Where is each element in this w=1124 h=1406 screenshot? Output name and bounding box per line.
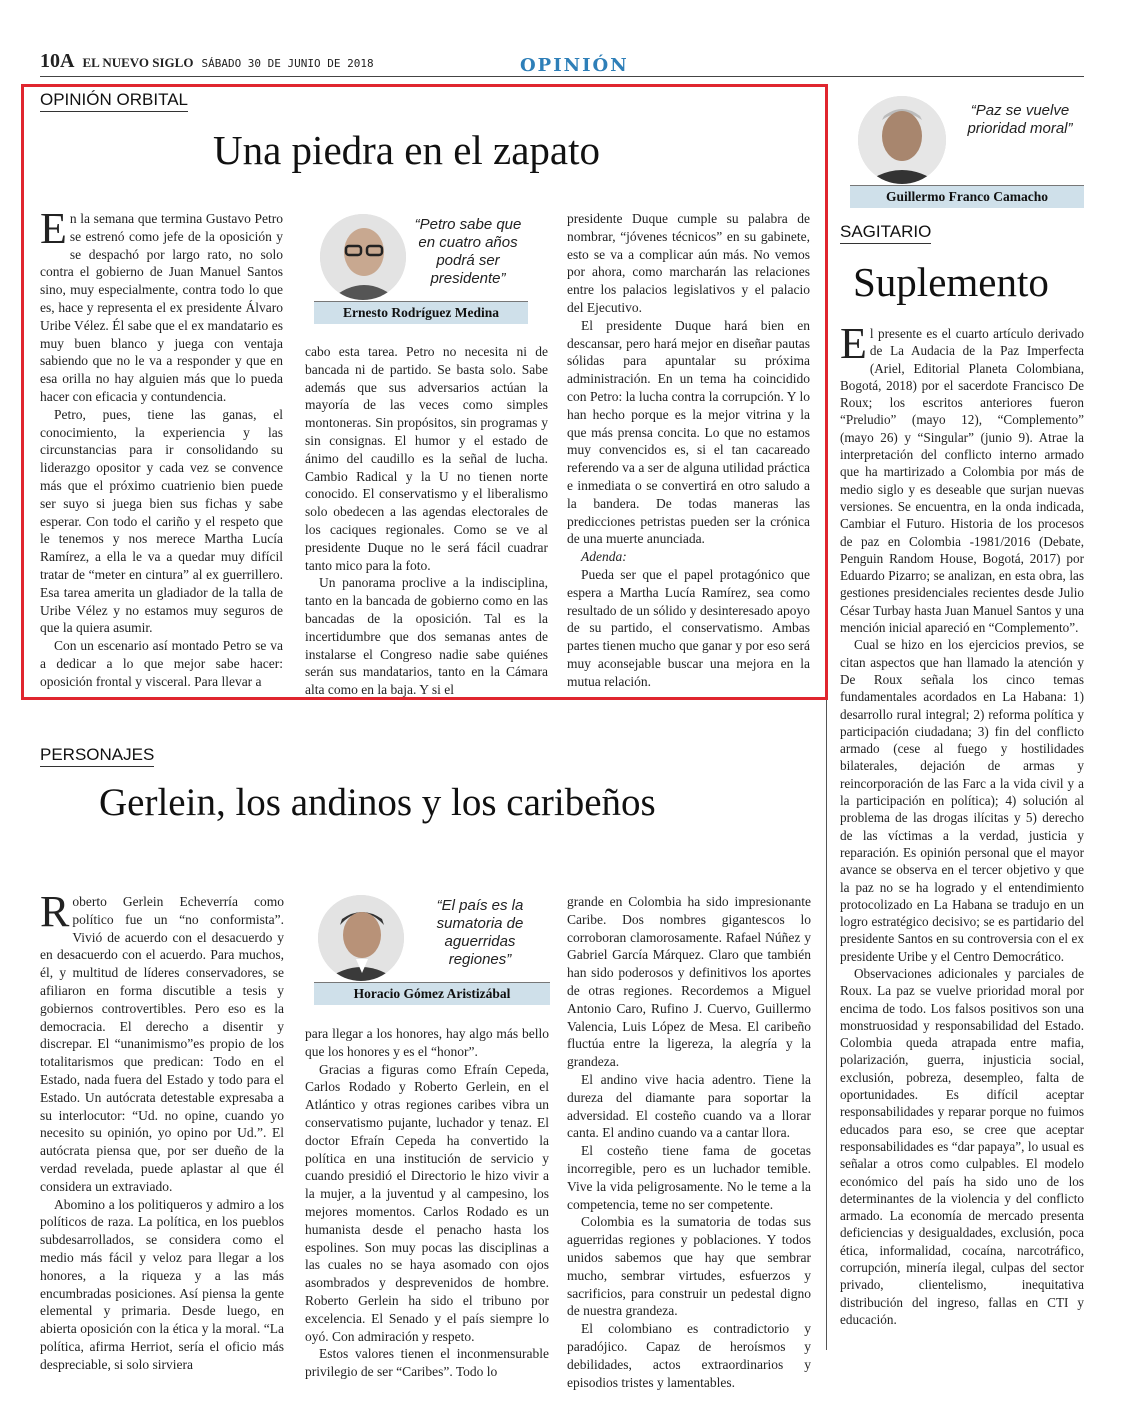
article2-pullquote [314, 893, 550, 1005]
author-name: Ernesto Rodríguez Medina [314, 302, 528, 324]
article1-col3-p4: Pueda ser que el papel protagónico que espera a Martha Lucía Ramírez, sea como resultado de un sólido y desinteresado apoyo de su partido, el conservatismo. Ambas partes tienen mucho que ganar y por eso será muy aconsejable buscar una mejora en la mutua relación. [567, 566, 810, 689]
article1-pullquote [314, 212, 528, 324]
article2-col2-p1: para llegar a los honores, hay algo más bello que los honores y es el “honor”. [305, 1026, 549, 1059]
article1-col3-p1: presidente Duque cumple su palabra de nombrar, “jóvenes técnicos” en su gabinete, esto se va a complicar aún más. No vemos por ahora, como marcharán las relaciones entre los palacios legislativos y el palacio del Ejecutivo. [567, 211, 810, 315]
article1-title: Una piedra en el zapato [213, 127, 601, 173]
portrait-icon [320, 214, 406, 300]
article1-col1-p2: Petro, pues, tiene las ganas, el conocimiento, la experiencia y las circunstancias para ir consolidando su liderazgo opositor y cada vez se convence más que el próximo cuatrienio bien puede ser suyo si juega bien sus fichas y sabe esperar. Con todo el cariño y el respeto que le tenemos y nos merece Martha Lucía Ramírez, a ella le va a quedar muy difícil tratar de “meter en cintura” al ex guerrillero. Esa tarea amerita un gladiador de la talla de Uribe Vélez y no estamos muy seguros de que la quiera asumir. [40, 406, 283, 636]
section-name: OPINIÓN [520, 55, 629, 76]
page-number: 10A [40, 50, 75, 72]
dropcap: E [840, 319, 867, 368]
article1-col3 [567, 210, 810, 691]
author-photo [858, 96, 946, 184]
paragraph-text: l presente es el cuarto artículo derivado de La Audacia de la Paz Imperfecta (Ariel, Editorial Planeta Colombiana, Bogotá, 2018) por el sacerdote Francisco De Roux; los escritos anteriores fueron “Preludio” (mayo 12), “Complemento” (mayo 26) y “Singular” (junio 9). Atrae la interpretación del conflicto interno armado que ha martirizado a Colombia por más de medio siglo y es deseable que surjan nuevas versiones. Se encuentra, en la onda indicada, Cambiar el Futuro. Historia de los procesos de paz en Colombia -1981/2016 (Debate, Penguin Random House, Bogotá, 2017) por Eduardo Pizarro; se analizan, en esta obra, las gestiones presidenciales recientes desde Julio César Turbay hasta Juan Manuel Santos y una mención inicial apareció en “Complemento”. [840, 326, 1084, 636]
article2-col3-p3: El costeño tiene fama de gocetas incorregible, pero es un luchador temible. Vive la vida peligrosamente. No le teme a la competencia, teme no ser competente. [567, 1143, 811, 1212]
portrait-icon [318, 895, 404, 981]
article2-col3 [567, 893, 811, 1391]
article2-col1 [40, 887, 284, 1374]
page-folio [40, 50, 374, 73]
dropcap: R [40, 887, 70, 936]
pull-quote-text: “Petro sabe que en cuatro años podrá ser presidente” [414, 216, 522, 287]
article2-col2-p2: Gracias a figuras como Efraín Cepeda, Carlos Rodado y Roberto Gerlein, en el Atlántico y otras regiones caribes vibra un conservatismo pujante, luchador y tenaz. El doctor Efraín Cepeda ha convertido la política en una institución de servicio y cuando presidió el Directorio le hizo vivir a la mujer, a la juventud y al campesino, los mejores momentos. Carlos Rodado es un humanista desde el penacho hasta los espolines. Son muy pocas las disciplinas a las cuales no se haya asomado con ojos asombrados y desprevenidos de hombre. Roberto Gerlein ha sido el tribuno por excelencia. El Senado y el país siempre lo oyó. Con admiración y respeto. [305, 1061, 549, 1344]
article1-col2-p2: Un panorama proclive a la indisciplina, tanto en la bancada de gobierno como en las bancadas de la oposición. Tal es la incertidumbre que dos semanas antes de instalarse el Congreso nadie sabe quiénes serán sus mandatarios, tanto en la Cámara alta como en la baja. Y si el [305, 575, 548, 698]
article1-col1-p3: Con un escenario así montado Petro se va a dedicar a lo que mejor sabe hacer: oposición frontal y visceral. Para llevar a [40, 638, 283, 689]
article1-col1-p1 [40, 204, 283, 406]
article2-col3-p5: El colombiano es contradictorio y paradójico. Capaz de heroísmos y debilidades, actos extraordinarios y episodios tristes y lamentables. [567, 1321, 811, 1390]
newspaper-name: EL NUEVO SIGLO [82, 55, 194, 70]
article3-p2: Cual se hizo en los ejercicios previos, se citan aspectos que han llamado la atención y De Roux señala los cinco temas fundamentales acordados en La Habana: 1) desarrollo rural integral; 2) reforma política y participación ciudadana; 3) fin del conflicto armado (cese al fuego y hostilidades bilaterales, dejación de armas y reincorporación de las Farc a la vida civil y a la participación en política); 4) solución al problema de las drogas ilícitas y 5) derecho de las víctimas a la verdad, justicia y reparación. Es opinión personal que el mayor avance se observa en el tercer objetivo y que la paz no se ha logrado y el entendimiento protocolizado en La Habana se tradujo en un logro estratégico decisivo; se es partidario del presidente Santos en su controversia con el ex presidente Uribe y el Centro Democrático. [840, 637, 1084, 964]
article1-col1 [40, 204, 283, 691]
article2-col1-p2: Abomino a los politiqueros y admiro a los políticos de raza. La política, en los pueblos subdesarrollados, se considera como el medio más fácil y veloz para llegar a los honores, a la riqueza y a las más encumbradas posiciones. Así piensa la gente elemental y primaria. Desde luego, en abierta oposición con la ética y la moral. “La política, afirma Herriot, sería el oficio más despreciable, si solo sirviera [40, 1196, 284, 1372]
pull-quote-text: “El país es la sumatoria de aguerridas regiones” [436, 897, 524, 968]
article2-col3-p2: El andino vive hacia adentro. Tiene la dureza del diamante para soportar la adversidad. El costeño cuando va a llorar canta. El andino cuando va a cantar llora. [567, 1071, 811, 1141]
column-divider [826, 700, 827, 1350]
author-photo [320, 214, 406, 300]
article2-col1-p1 [40, 887, 284, 1196]
article1-col2-p1: cabo esta tarea. Petro no necesita ni de bancada ni de partido. Se basta solo. Sabe además que sus adversarios actúan la mayoría de las veces como simples montoneras. Sin propósitos, sin programas y sin consignas. El humor y el estado de ánimo del caudillo es la señal de lucha. Cambio Radical y la U no tienen norte conocido. El conservatismo y el liberalismo solo obedecen a las agendas electorales de los caciques regionales. Como se ve al presidente Duque no le será fácil cuadrar tanto mico para la foto. [305, 344, 548, 573]
portrait-icon [858, 96, 946, 184]
article3-p3: Observaciones adicionales y parciales de Roux. La paz se vuelve prioridad moral por encima de todo. Los falsos positivos son una monstruosidad y responsabilidad del Estado. Colombia queda atrapada entre mafia, polarización, guerra, injusticia social, exclusión, pobreza, desempleo, falta de oportunidades. Es difícil aceptar responsabilidades y reparar porque no fuimos educados para eso, se cree que aceptar responsabilidades es “dar papaya”, lo usual es señalar a otros como culpables. El modelo económico del país ha sido uno de los determinantes de la violencia y del conflicto armado. La economía de mercado presenta deficiencias y desigualdades, exclusión, poca ética, informalidad, cocaína, narcotráfico, corrupción, minería ilegal, culpas del sector privado, clientelismo, inequitativa distribución del ingreso, fallas en CTI y educación. [840, 965, 1084, 1327]
article1-col3-p2: El presidente Duque hará bien en descansar, pero hará mejor en diseñar pautas sólidas para apuntalar su próxima administración. En un tema ha coincidido con Petro: la lucha contra la corrupción. Y lo han hecho porque es la mejor vitrina y la que más prensa concita. Lo que no estamos muy convencidos es, si el tan cacareado referendo va a ser de alguna utilidad práctica e inmediata o se convertirá en otro saludo a la bandera. De todas maneras las predicciones petristas pueden ser la crónica de una muerte anunciada. [567, 317, 810, 547]
paragraph-text: oberto Gerlein Echeverría como político fue un “no conformista”. Vivió de acuerdo con el desacuerdo y en desacuerdo con el acuerdo. Para muchos, él, y multitud de líderes conservadores, se afiliaron en forma discutible a tesis y gobiernos controvertibles. Pero eso es la democracia. El derecho a disentir y discrepar. El “unanimismo”es propio de los totalitarismos que predican: Todo en el Estado, nada fuera del Estado y todo para el Estado. Un autócrata detestable expresaba a su interlocutor: “Ud. no opine, cuando yo necesito su opinión, yo opino por Ud.”. El autócrata piensa que, por ser dueño de la verdad revelada, puede aplastar al que él considera un extraviado. [40, 894, 284, 1194]
issue-date: SÁBADO 30 DE JUNIO DE 2018 [201, 57, 374, 70]
article3-kicker: SAGITARIO [840, 222, 931, 244]
article1-col3-p3: Adenda: [581, 549, 627, 565]
article2-col2 [305, 1025, 549, 1381]
article1-col2 [305, 343, 548, 699]
article2-col3-p1: grande en Colombia ha sido impresionante Caribe. Dos nombres gigantescos lo corroboran clamorosamente. Rafael Núñez y Gabriel García Márquez. Claro que también han sido poderosos y definitivos los aportes de otras regiones. Recordemos a Miguel Antonio Caro, Rufino J. Cuervo, Guillermo Valencia, Luis López de Mesa. El caribeño fluctúa entre la ligereza, la alegría y la grandeza. [567, 894, 811, 1070]
article1-kicker: OPINIÓN ORBITAL [40, 90, 188, 112]
author-photo [318, 895, 404, 981]
header-rule [40, 76, 1084, 77]
article2-col2-p3: Estos valores tienen el inconmensurable privilegio de ser “Caribes”. Todo lo [305, 1346, 549, 1380]
article2-col3-p4: Colombia es la sumatoria de todas sus aguerridas regiones y poblaciones. Y todos unidos sabemos que hay que sembrar mucho, sembrar virtudes, esfuerzos y sacrificios, para construir un pedestal digno de nuestra grandeza. [567, 1214, 811, 1319]
article3-title: Suplemento [853, 259, 1049, 305]
article3-pullquote [850, 94, 1084, 208]
dropcap: E [40, 204, 67, 253]
article2-kicker: PERSONAJES [40, 745, 154, 767]
paragraph-text: n la semana que termina Gustavo Petro se estrenó como jefe de la oposición y se despachó por largo rato, no solo contra el gobierno de Juan Manuel Santos sino, muy especialmente, contra todo lo que es, hace y representa el ex presidente Álvaro Uribe Vélez. Él sabe que el ex mandatario es muy buen blanco y juega con ventaja sabiendo que no le va a responder y que en esa orilla no hay alguien más que lo pueda hacer con eficacia y contundencia. [40, 211, 283, 404]
article3-p1 [840, 319, 1084, 636]
article2-title: Gerlein, los andinos y los caribeños [99, 781, 656, 824]
pull-quote-text: “Paz se vuelve prioridad moral” [967, 102, 1073, 137]
author-name: Guillermo Franco Camacho [850, 186, 1084, 208]
article3-col [840, 319, 1084, 1328]
author-name: Horacio Gómez Aristizábal [314, 983, 550, 1005]
